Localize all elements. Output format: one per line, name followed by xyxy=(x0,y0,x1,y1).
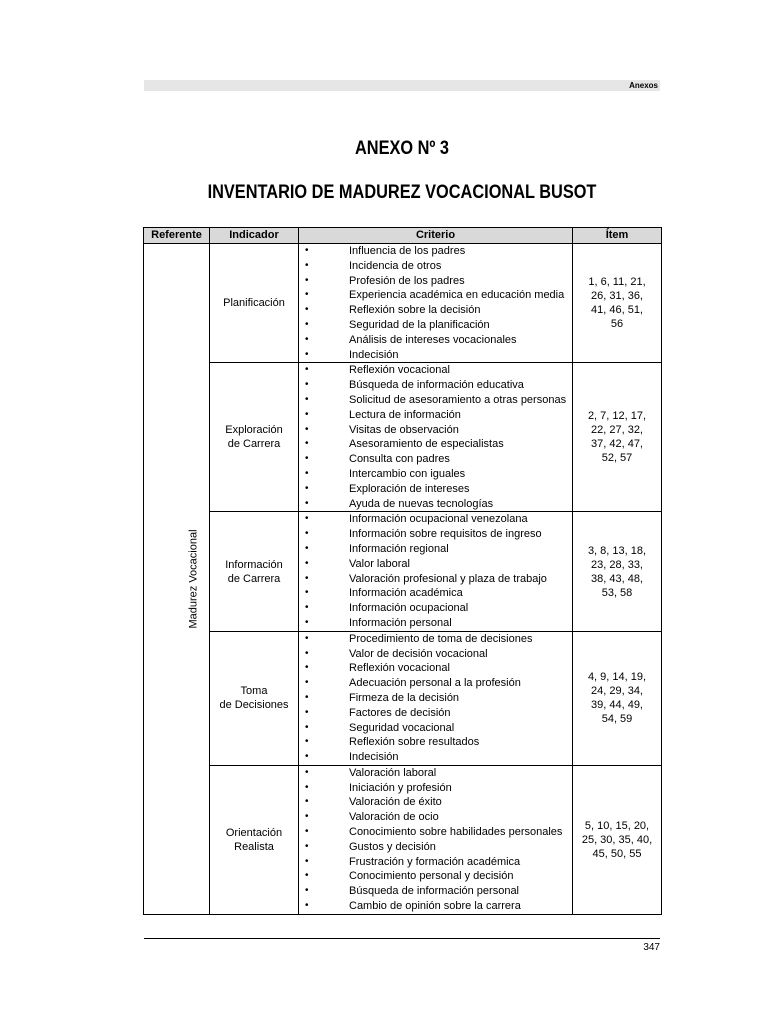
criterio-item: • Procedimiento de toma de decisiones xyxy=(299,632,572,647)
criterio-item: • Reflexión vocacional xyxy=(299,661,572,676)
criterio-cell xyxy=(299,363,573,512)
criterio-item: • Frustración y formación académica xyxy=(299,855,572,870)
running-header-text: Anexos xyxy=(629,81,658,90)
item-numbers-cell: 1, 6, 11, 21, 26, 31, 36, 41, 46, 51, 56 xyxy=(573,244,662,363)
criterio-item: • Información académica xyxy=(299,586,572,601)
criterio-item: • Conocimiento sobre habilidades personales xyxy=(299,825,572,840)
criterio-item: • Información personal xyxy=(299,616,572,631)
criterio-item: • Visitas de observación xyxy=(299,423,572,438)
table-row xyxy=(144,631,662,765)
annex-title: ANEXO Nº 3 xyxy=(354,138,450,159)
criterio-cell xyxy=(299,512,573,631)
page-number: 347 xyxy=(643,942,660,953)
criterio-item: • Información regional xyxy=(299,542,572,557)
criterio-list xyxy=(299,363,572,511)
criterio-item: • Reflexión vocacional xyxy=(299,363,572,378)
criterio-item: • Consulta con padres xyxy=(299,452,572,467)
criterio-list xyxy=(299,632,572,765)
criterio-item: • Profesión de los padres xyxy=(299,274,572,289)
header-referente: Referente xyxy=(144,228,210,244)
criterio-item: • Búsqueda de información educativa xyxy=(299,378,572,393)
criterio-item: • Información sobre requisitos de ingreso xyxy=(299,527,572,542)
criterio-item: • Búsqueda de información personal xyxy=(299,884,572,899)
criterio-item: • Reflexión sobre resultados xyxy=(299,735,572,750)
indicador-cell: Exploración de Carrera xyxy=(210,363,299,512)
criterio-list xyxy=(299,244,572,362)
criterio-item: • Valoración profesional y plaza de trabajo xyxy=(299,572,572,587)
criterio-cell xyxy=(299,244,573,363)
table-header-row xyxy=(144,228,662,244)
table-row xyxy=(144,765,662,914)
criterio-item: • Influencia de los padres xyxy=(299,244,572,259)
annex-subtitle: INVENTARIO DE MADUREZ VOCACIONAL BUSOT xyxy=(207,182,597,203)
criterio-item: • Indecisión xyxy=(299,348,572,363)
criterio-item: • Valor de decisión vocacional xyxy=(299,647,572,662)
table-row xyxy=(144,512,662,631)
criterio-item: • Reflexión sobre la decisión xyxy=(299,303,572,318)
item-numbers-cell: 3, 8, 13, 18, 23, 28, 33, 38, 43, 48, 53, 58 xyxy=(573,512,662,631)
header-item: Ítem xyxy=(573,228,662,244)
item-numbers-cell: 5, 10, 15, 20, 25, 30, 35, 40, 45, 50, 55 xyxy=(573,765,662,914)
criterio-item: • Indecisión xyxy=(299,750,572,765)
footer-rule xyxy=(144,938,660,939)
indicador-cell: Información de Carrera xyxy=(210,512,299,631)
criterio-item: • Información ocupacional xyxy=(299,601,572,616)
header-indicador: Indicador xyxy=(210,228,299,244)
criterio-cell xyxy=(299,631,573,765)
header-criterio: Criterio xyxy=(299,228,573,244)
indicador-cell: Planificación xyxy=(210,244,299,363)
criterio-item: • Lectura de información xyxy=(299,408,572,423)
running-header-bar xyxy=(144,80,660,91)
criterio-item: • Gustos y decisión xyxy=(299,840,572,855)
criterio-item: • Asesoramiento de especialistas xyxy=(299,437,572,452)
criterio-item: • Conocimiento personal y decisión xyxy=(299,869,572,884)
criterio-item: • Ayuda de nuevas tecnologías xyxy=(299,497,572,512)
criterio-item: • Información ocupacional venezolana xyxy=(299,512,572,527)
criterio-item: • Cambio de opinión sobre la carrera xyxy=(299,899,572,914)
table-row xyxy=(144,244,662,363)
referente-label: Madurez Vocacional xyxy=(187,529,200,629)
table-body xyxy=(144,244,662,915)
criterio-item: • Análisis de intereses vocacionales xyxy=(299,333,572,348)
criterio-item: • Incidencia de otros xyxy=(299,259,572,274)
criterio-item: • Experiencia académica en educación media xyxy=(299,288,572,303)
criterio-item: • Valoración de éxito xyxy=(299,795,572,810)
inventory-table xyxy=(143,227,662,915)
indicador-cell: Orientación Realista xyxy=(210,765,299,914)
indicador-cell: Toma de Decisiones xyxy=(210,631,299,765)
criterio-item: • Valor laboral xyxy=(299,557,572,572)
criterio-item: • Seguridad de la planificación xyxy=(299,318,572,333)
criterio-item: • Intercambio con iguales xyxy=(299,467,572,482)
criterio-item: • Valoración laboral xyxy=(299,766,572,781)
item-numbers-cell: 2, 7, 12, 17, 22, 27, 32, 37, 42, 47, 52, 57 xyxy=(573,363,662,512)
criterio-item: • Valoración de ocio xyxy=(299,810,572,825)
table-row xyxy=(144,363,662,512)
criterio-item: • Adecuación personal a la profesión xyxy=(299,676,572,691)
criterio-item: • Factores de decisión xyxy=(299,706,572,721)
criterio-item: • Solicitud de asesoramiento a otras personas xyxy=(299,393,572,408)
criterio-list xyxy=(299,512,572,630)
referente-cell xyxy=(144,244,210,915)
criterio-list xyxy=(299,766,572,914)
criterio-item: • Iniciación y profesión xyxy=(299,781,572,796)
item-numbers-cell: 4, 9, 14, 19, 24, 29, 34, 39, 44, 49, 54, 59 xyxy=(573,631,662,765)
criterio-item: • Seguridad vocacional xyxy=(299,721,572,736)
criterio-cell xyxy=(299,765,573,914)
criterio-item: • Firmeza de la decisión xyxy=(299,691,572,706)
criterio-item: • Exploración de intereses xyxy=(299,482,572,497)
